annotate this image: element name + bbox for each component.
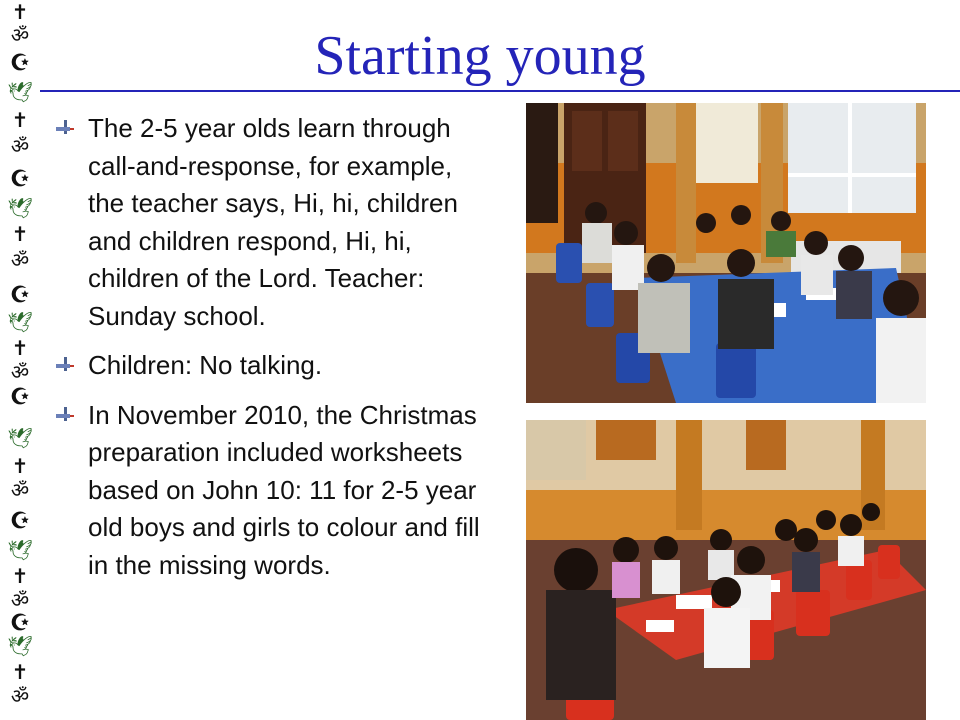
om-icon: ॐ [10, 248, 30, 272]
crescent-icon: ☪ [10, 384, 30, 410]
dove-icon: 🕊 [7, 634, 33, 658]
crescent-icon: ☪ [10, 610, 30, 636]
bullet-text: In November 2010, the Christmas preparation included worksheets based on John 10: 11 for 2-5 year old boys and girls to colour and fill in the missing words. [88, 399, 480, 580]
om-icon: ॐ [10, 478, 30, 502]
bullet-text: Children: No talking. [88, 350, 323, 380]
religious-symbols-sidebar [0, 0, 44, 720]
title-divider [40, 90, 960, 92]
om-icon: ॐ [10, 23, 30, 47]
cross-icon: ✝ [11, 336, 29, 360]
cross-icon: ✝ [11, 108, 29, 132]
arrow-bullet-icon [56, 357, 74, 375]
cross-icon: ✝ [11, 564, 29, 588]
dove-icon: 🕊 [7, 80, 33, 104]
cross-icon: ✝ [11, 454, 29, 478]
cross-icon: ✝ [11, 222, 29, 246]
bullet-item [52, 347, 482, 385]
arrow-bullet-icon [56, 407, 74, 425]
cross-icon: ✝ [11, 0, 29, 24]
crescent-icon: ☪ [10, 50, 30, 76]
crescent-icon: ☪ [10, 166, 30, 192]
om-icon: ॐ [10, 360, 30, 384]
dove-icon: 🕊 [7, 196, 33, 220]
arrow-bullet-icon [56, 120, 74, 138]
classroom-photo-blue-table [526, 103, 926, 403]
bullet-text: The 2-5 year olds learn through call-and-response, for example, the teacher says, Hi, hi, children and children respond, Hi, hi, children of the Lord. Teacher: Sunday school. [88, 113, 458, 331]
bullet-item [52, 110, 482, 335]
dove-icon: 🕊 [7, 538, 33, 562]
slide-title: Starting young [314, 25, 646, 87]
crescent-icon: ☪ [10, 508, 30, 534]
dove-icon: 🕊 [7, 426, 33, 450]
crescent-icon: ☪ [10, 282, 30, 308]
dove-icon: 🕊 [7, 310, 33, 334]
bullet-list [52, 110, 482, 596]
om-icon: ॐ [10, 134, 30, 158]
bullet-item [52, 397, 482, 585]
cross-icon: ✝ [11, 660, 29, 684]
om-icon: ॐ [10, 684, 30, 708]
classroom-photo-red-chairs [526, 420, 926, 720]
om-icon: ॐ [10, 588, 30, 612]
